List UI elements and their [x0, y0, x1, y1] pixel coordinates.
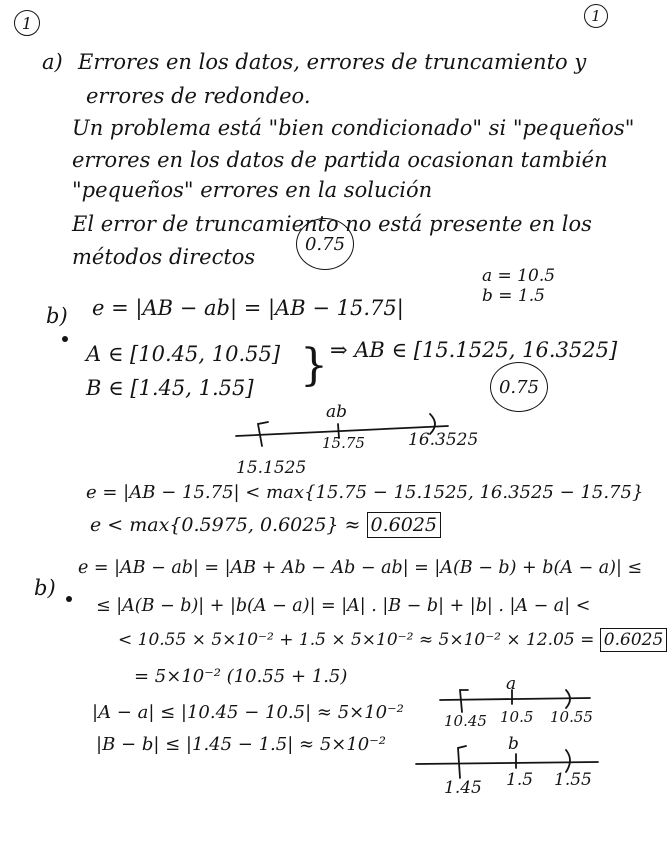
section-a-score: 0.75 — [304, 233, 346, 255]
section-b2-label: b) — [34, 576, 56, 600]
numberline-ab-axis — [236, 426, 448, 436]
numberline-a-right: 10.55 — [550, 708, 593, 726]
derivation-line-2: ≤ |A(B − b)| + |b(A − a)| = |A| . |B − b| + |b| . |A − a| < — [96, 596, 591, 616]
numberline-b-left: 1.45 — [444, 778, 482, 798]
section-a-line-7: métodos directos — [72, 245, 256, 269]
page-number: 1 — [21, 13, 33, 33]
section-a-line-4: errores en los datos de partida ocasionan también — [72, 148, 608, 172]
numberline-a-left-bracket — [460, 690, 468, 712]
section-a-line-5: "pequeños" errores en la solución — [72, 178, 433, 202]
section-a-line-1: Errores en los datos, errores de truncamiento y — [78, 50, 587, 74]
abs-B-minus-b: |B − b| ≤ |1.45 − 1.5| ≈ 5×10⁻² — [96, 734, 386, 755]
bound-result-box: 0.6025 — [367, 512, 441, 538]
numberline-ab-mid-tick — [338, 424, 339, 438]
interval-AB: ⇒ AB ∈ [15.1525, 16.3525] — [330, 338, 618, 362]
numberline-a-left: 10.45 — [444, 712, 487, 730]
given-a: a = 10.5 — [482, 266, 556, 286]
derivation-result-box: 0.6025 — [600, 628, 667, 652]
given-b: b = 1.5 — [482, 286, 545, 306]
error-definition: e = |AB − ab| = |AB − 15.75| — [92, 296, 404, 320]
derivation-line-4: = 5×10⁻² (10.55 + 1.5) — [134, 666, 348, 687]
numberline-b-right-paren — [566, 750, 570, 772]
derivation-line-3-text: < 10.55 × 5×10⁻² + 1.5 × 5×10⁻² ≈ 5×10⁻² × 12.05 = — [118, 630, 595, 650]
interval-B: B ∈ [1.45, 1.55] — [86, 376, 254, 400]
numberline-ab-right: 16.3525 — [408, 430, 479, 450]
numberline-a-label: a — [506, 674, 517, 694]
brace: } — [300, 340, 328, 391]
bound-line-2-text: e < max{0.5975, 0.6025} ≈ — [90, 514, 361, 536]
numberline-b-left-bracket — [458, 746, 466, 778]
numberline-a-axis — [440, 698, 590, 700]
section-b-label: b) — [46, 304, 68, 328]
section-a-line-3: Un problema está "bien condicionado" si "pequeños" — [72, 116, 635, 140]
numberline-ab-right-paren — [430, 414, 435, 434]
interval-A: A ∈ [10.45, 10.55] — [86, 342, 281, 366]
numberline-ab-label: ab — [326, 402, 348, 422]
abs-A-minus-a: |A − a| ≤ |10.45 − 10.5| ≈ 5×10⁻² — [92, 702, 404, 723]
section-a-label: a) — [42, 50, 63, 74]
section-b-score: 0.75 — [498, 376, 540, 398]
numberline-b-middle: 1.5 — [506, 770, 534, 790]
numberline-b-right: 1.55 — [554, 770, 592, 790]
section-a-line-2: errores de redondeo. — [86, 84, 311, 108]
section-a-line-6: El error de truncamiento no está presente en los — [72, 212, 592, 236]
numberline-a-middle: 10.5 — [500, 708, 534, 726]
sheet-number: 1 — [591, 7, 601, 25]
numberline-b-label: b — [508, 734, 519, 754]
numberline-ab-middle: 15.75 — [322, 434, 365, 452]
numberline-ab-left: 15.1525 — [236, 458, 307, 478]
bound-line-1: e = |AB − 15.75| < max{15.75 − 15.1525, 16.3525 − 15.75} — [86, 482, 644, 503]
derivation-line-1: e = |AB − ab| = |AB + Ab − Ab − ab| = |A(B − b) + b(A − a)| ≤ — [78, 558, 643, 578]
